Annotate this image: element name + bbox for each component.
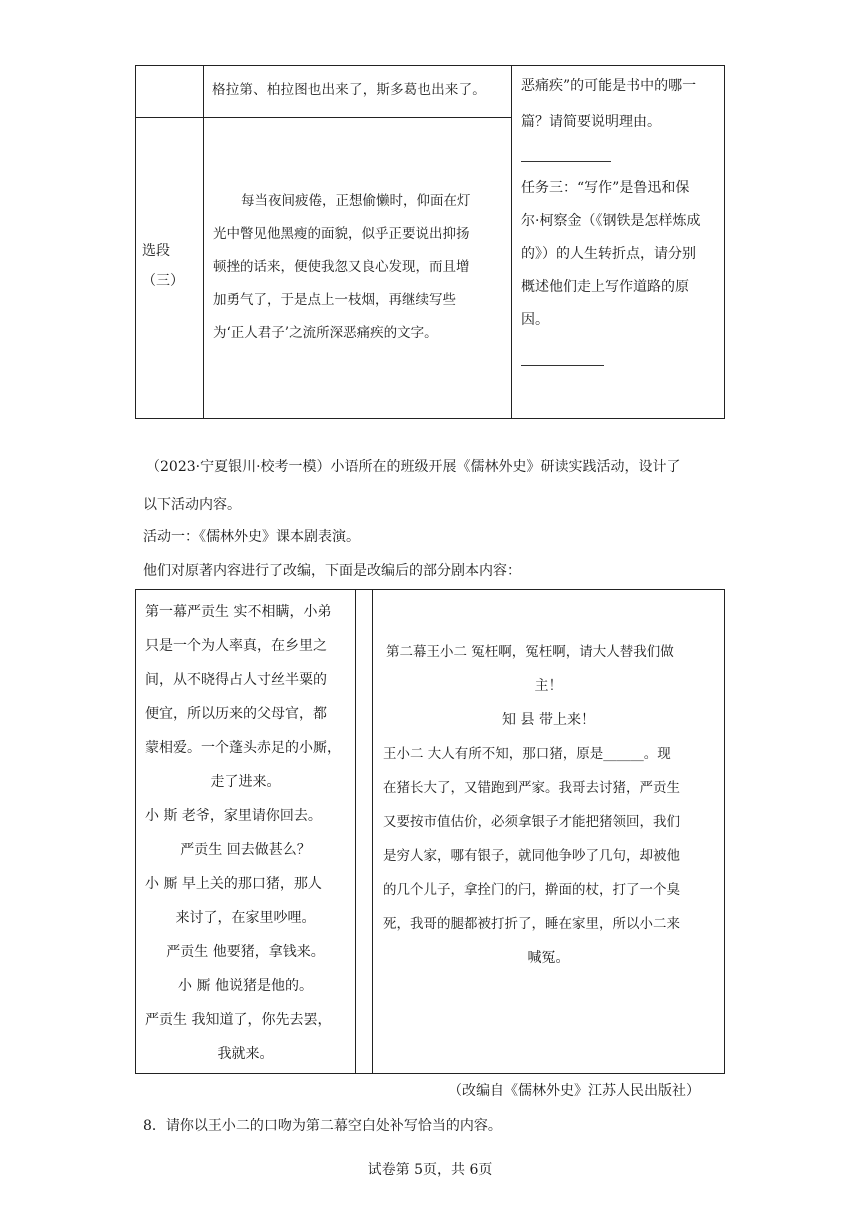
- act2-line: 喊冤。: [527, 950, 570, 966]
- act1-line: 第一幕严贡生 实不相瞒，小弟: [145, 604, 332, 620]
- act1-line: 严贡生 他要猪，拿钱来。: [166, 944, 325, 960]
- act2-line: 是穷人家，哪有银子，就同他争吵了几句，却被他: [383, 848, 680, 864]
- passage-label-line2: （三）: [142, 273, 184, 289]
- act1-line: 小 厮 他说猪是他的。: [178, 978, 313, 994]
- passage-3-text: 每当夜间疲倦，正想偷懒时，仰面在灯光中瞥见他黑瘦的面貌，似乎正要说出抑扬顿挫的话来，便使我忽又良心发现，而且增加勇气了，于是点上一枝烟，再继续写些为‘正人君子’之流所深恶痛疾的文字。: [213, 193, 471, 341]
- passage-label: [142, 236, 202, 296]
- question-8: 8．请你以王小二的口吻为第二幕空白处补写恰当的内容。: [143, 1118, 502, 1134]
- activity-one-heading: 活动一：《儒林外史》课本剧表演。: [143, 529, 360, 545]
- act1-line: 小 斯 老爷，家里请你回去。: [145, 808, 322, 824]
- act2-line: 知 县 带上来！: [502, 712, 595, 728]
- question-intro-line1: （2023·宁夏银川·校考一模）小语所在的班级开展《儒林外史》研读实践活动，设计了: [146, 459, 681, 475]
- answer-blank-1[interactable]: [521, 161, 611, 162]
- act2-line-with-blank: 王小二 大人有所不知，那口猪，原是______。现: [383, 746, 671, 762]
- adaptation-note: 他们对原著内容进行了改编，下面是改编后的部分剧本内容：: [143, 563, 521, 579]
- act2-line: 死，我哥的腿都被打折了，睡在家里，所以小二来: [383, 916, 680, 932]
- act1-line: 蒙相爱。一个蓬头赤足的小厮，: [145, 740, 341, 756]
- act2-line: 的几个儿子，拿拴门的闩，擀面的杖，打了一个臭: [383, 882, 680, 898]
- act1-line: 便宜，所以历来的父母官，都: [145, 706, 327, 722]
- task-line-4: 任务三：“写作”是鲁迅和保: [521, 180, 690, 196]
- task-line-1: 恶痛疾”的可能是书中的哪一: [521, 78, 697, 94]
- task-line-7: 概述他们走上写作道路的原: [521, 279, 689, 295]
- task-line-8: 因。: [521, 312, 549, 328]
- act1-line: 严贡生 我知道了，你先去罢，: [145, 1012, 332, 1028]
- act1-line: 我就来。: [217, 1046, 274, 1062]
- question-intro-line2: 以下活动内容。: [143, 497, 241, 513]
- table1-row1-text: 格拉第、柏拉图也出来了，斯多葛也出来了。: [212, 82, 486, 98]
- act2-line: 又要按市值估价，必须拿银子才能把猪领回，我们: [383, 814, 680, 830]
- act1-line: 间，从不晓得占人寸丝半粟的: [145, 672, 327, 688]
- page-footer: 试卷第 5页，共 6页: [367, 1162, 493, 1178]
- act1-line: 严贡生 回去做甚么？: [180, 842, 311, 858]
- passage-label-line1: 选段: [142, 243, 170, 259]
- act2-line: 主！: [534, 678, 563, 694]
- act1-line: 只是一个为人率真，在乡里之: [145, 638, 327, 654]
- act1-line: 小 厮 早上关的那口猪，那人: [145, 876, 322, 892]
- task-line-2: 篇？请简要说明理由。: [521, 114, 661, 130]
- act2-line: 第二幕王小二 冤枉啊，冤枉啊，请大人替我们做: [386, 644, 674, 660]
- act1-line: 来讨了，在家里吵哩。: [175, 910, 316, 926]
- answer-blank-2[interactable]: [521, 365, 604, 366]
- task-line-5: 尔·柯察金（《钢铁是怎样炼成: [521, 213, 701, 229]
- act1-line: 走了进来。: [210, 774, 281, 790]
- act2-line: 在猪长大了，又错跑到严家。我哥去讨猪，严贡生: [383, 780, 680, 796]
- task-line-6: 的》）的人生转折点，请分别: [521, 246, 696, 262]
- source-note: （改编自《儒林外史》江苏人民出版社）: [448, 1083, 700, 1099]
